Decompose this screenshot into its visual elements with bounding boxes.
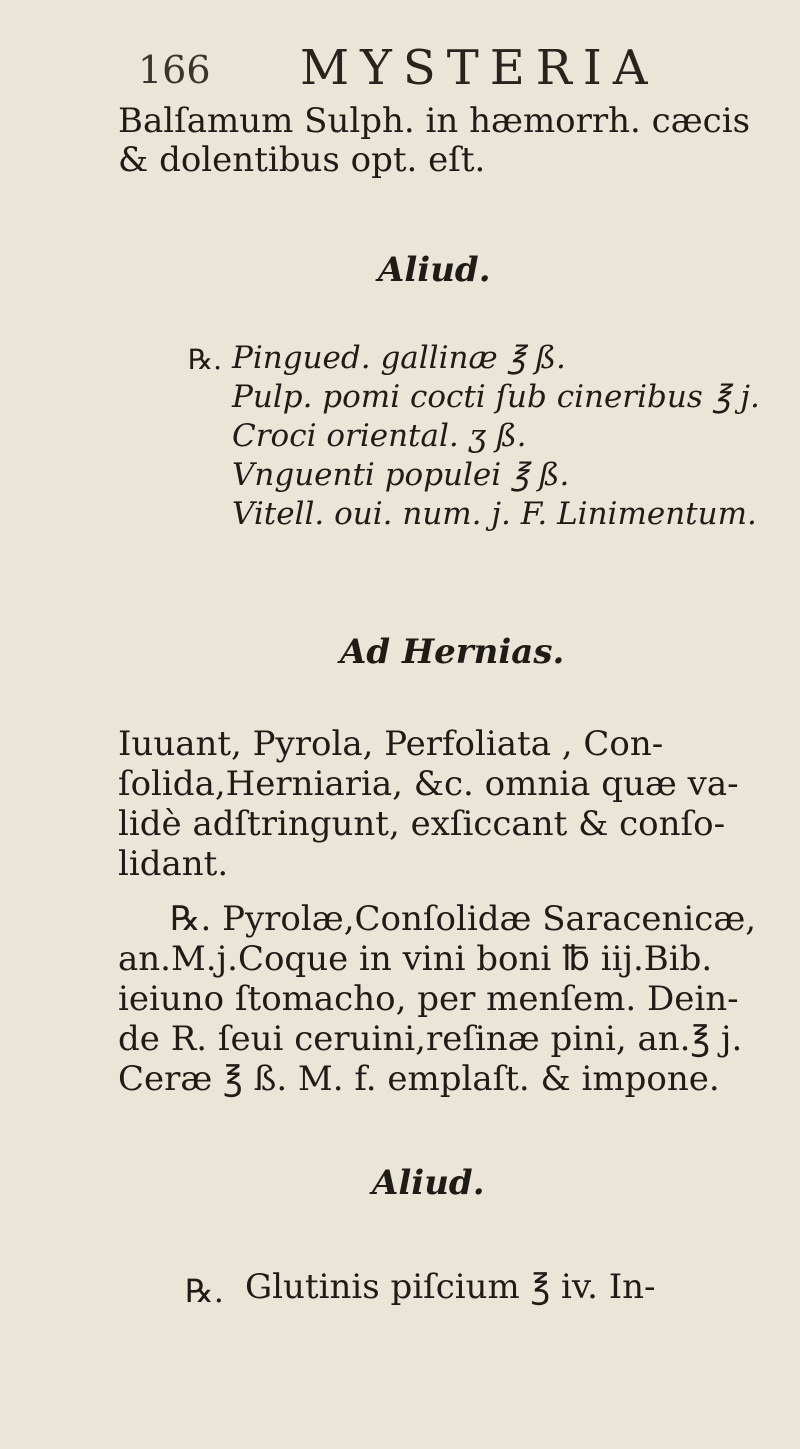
recipe-line: Croci oriental. ʒ ß.: [232, 418, 527, 454]
body-line: de R. ſeui ceruini,reſinæ pini, an.℥ j.: [118, 1019, 743, 1059]
recipe-line: Pingued. gallinæ ℥ ß.: [232, 340, 566, 376]
body-line: lidè adſtringunt, exſiccant & conſo-: [118, 804, 726, 844]
page-header: [0, 40, 800, 100]
intro-line: Balſamum Sulph. in hæmorrh. cæcis: [118, 101, 751, 141]
body-line: ℞. Pyrolæ,Conſolidæ Saracenicæ,: [170, 899, 757, 939]
running-title: MYSTERIA: [300, 40, 659, 96]
recipe-symbol: ℞.: [188, 343, 223, 376]
recipe-line: Vitell. oui. num. j. F. Linimentum.: [232, 496, 757, 532]
recipe-line: Vnguenti populei ℥ ß.: [232, 457, 570, 493]
body-line: Glutinis piſcium ℥ iv. In-: [245, 1267, 656, 1307]
body-line: ſolida,Herniaria, &c. omnia quæ va-: [118, 764, 739, 804]
body-line: ieiuno ſtomacho, per menſem. Dein-: [118, 979, 739, 1019]
body-line: an.M.j.Coque in vini boni ℔ iij.Bib.: [118, 939, 713, 979]
recipe-line: Pulp. pomi cocti ſub cineribus ℥ j.: [232, 379, 760, 415]
section-heading: Ad Hernias.: [340, 632, 565, 672]
intro-line: & dolentibus opt. eſt.: [118, 140, 486, 180]
body-line: Iuuant, Pyrola, Perfoliata , Con-: [118, 724, 664, 764]
section-heading: Aliud.: [372, 1163, 485, 1203]
recipe-symbol: ℞.: [185, 1272, 224, 1310]
section-heading: Aliud.: [378, 250, 491, 290]
body-line: lidant.: [118, 844, 229, 884]
page-number: 166: [138, 48, 211, 92]
body-line: Ceræ ℥ ß. M. f. emplaſt. & impone.: [118, 1059, 720, 1099]
